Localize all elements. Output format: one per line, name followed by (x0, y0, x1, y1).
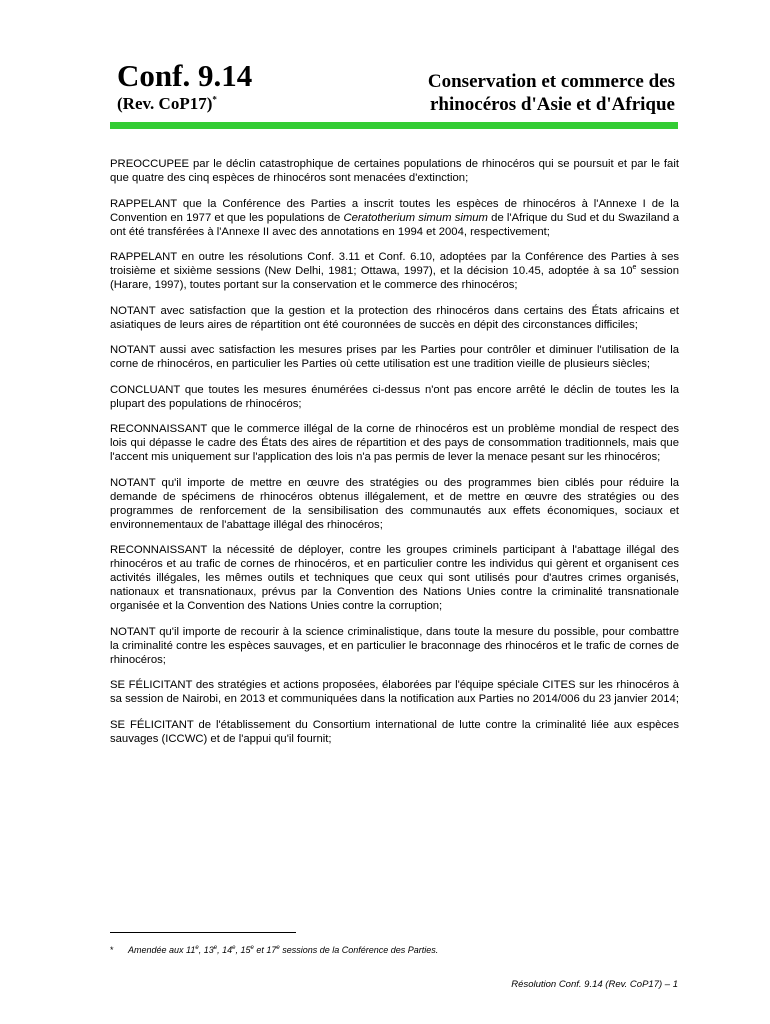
paragraph-text: RAPPELANT en outre les résolutions Conf. 3.11 et Conf. 6.10, adoptées par la Conférence des Parties à ses troisième et sixième sessions (New Delhi, 1981; Ottawa, 1997), et la décision 10.45, adoptée à sa 10 (110, 251, 679, 277)
header-divider (110, 122, 678, 129)
document-title-line-2: rhinocéros d'Asie et d'Afrique (429, 94, 675, 115)
revision-footnote-mark: * (212, 94, 217, 105)
paragraph-reconnaissant-commerce: RECONNAISSANT que le commerce illégal de la corne de rhinocéros est un problème mondial de respect des lois qui dépasse le cadre des États des aires de répartition et des pays de consommation traditionnels, mais que l'accent mis uniquement sur l'application des lois n'a pas permis de lever la menace pesant sur les rhinocéros; (110, 423, 679, 463)
species-name: Ceratotherium simum simum (343, 211, 488, 224)
document-title (395, 70, 675, 116)
paragraph-text: session (Harare, 1997), toutes portant sur la conservation et le commerce des rhinocéros; (110, 265, 679, 291)
paragraph-preoccupee: PREOCCUPEE par le déclin catastrophique de certaines populations de rhinocéros qui se poursuit et par le fait que quatre des cinq espèces de rhinocéros sont menacées d'extinction; (110, 158, 679, 184)
ordinal-suffix: e (632, 264, 637, 272)
paragraph-notant-strategies: NOTANT qu'il importe de mettre en œuvre des stratégies ou des programmes bien ciblés pour réduire la demande de spécimens de rhinocéros obtenus illégalement, et de mettre en œuvre des stratégies ou des programmes de renforcement de la sensibilisation des communautés aux effets économiques, sociaux et environnementaux de l'abattage illégal des rhinocéros; (110, 476, 679, 531)
paragraph-notant-criminalistique: NOTANT qu'il importe de recourir à la science criminalistique, dans toute la mesure du possible, pour combattre la criminalité contre les espèces sauvages, et en particulier le braconnage des rhinocéros et le trafic de cornes de rhinocéros; (110, 625, 679, 666)
revision-text: (Rev. CoP17) (117, 94, 213, 113)
paragraph-rappelant-resolutions (110, 250, 679, 292)
paragraph-felicitant-iccwc: SE FÉLICITANT de l'établissement du Consortium international de lutte contre la criminalité liée aux espèces sauvages (ICCWC) et de l'appui qu'il fournit; (110, 718, 679, 745)
footnote-mark: * (110, 945, 114, 955)
paragraph-text: RAPPELANT que la Conférence des Parties a inscrit toutes les espèces de rhinocéros à l'Annexe I de la Convention en 1977 et que les populations de (110, 197, 679, 224)
page-footer: Résolution Conf. 9.14 (Rev. CoP17) – 1 (511, 979, 678, 990)
paragraph-felicitant-strategies: SE FÉLICITANT des stratégies et actions proposées, élaborées par l'équipe spéciale CITES sur les rhinocéros à sa session de Nairobi, en 2013 et communiquées dans la notification aux Parties no 2014/006 du 23 janvier 2014; (110, 679, 679, 705)
paragraph-text: de l'Afrique du Sud et du Swaziland a ont été transférées à l'Annexe II avec des annotations en 1994 et 2004, respectivement; (110, 211, 679, 238)
footnote (110, 944, 438, 956)
revision-label (117, 93, 217, 115)
footnote-divider (110, 932, 296, 933)
paragraph-concluant: CONCLUANT que toutes les mesures énumérées ci-dessus n'ont pas encore arrêté le déclin de toutes les la plupart des populations de rhinocéros; (110, 383, 679, 410)
paragraph-reconnaissant-criminels: RECONNAISSANT la nécessité de déployer, contre les groupes criminels participant à l'abattage illégal des rhinocéros et au trafic de cornes de rhinocéros, et en particulier contre les individus qui gèrent et organisent ces activités illégales, les mêmes outils et techniques que ceux qui sont utilisés pour d'autres crimes organisés, nationaux et transnationaux, prévus par la Convention des Nations Unies contre la criminalité transnationale organisée et la Convention des Nations Unies contre la corruption; (110, 544, 679, 612)
resolution-preamble (110, 157, 679, 757)
conf-number: Conf. 9.14 (117, 58, 253, 93)
document-title-line-1: Conservation et commerce des (427, 71, 675, 92)
footnote-text: Amendée aux 11e, 13e, 14e, 15e et 17e sessions de la Conférence des Parties. (128, 945, 439, 955)
paragraph-notant-mesures: NOTANT aussi avec satisfaction les mesures prises par les Parties pour contrôler et diminuer l'utilisation de la corne de rhinocéros, en particulier les Parties où cette utilisation est une tradition vieille de plusieurs siècles; (110, 344, 679, 370)
paragraph-notant-gestion: NOTANT avec satisfaction que la gestion et la protection des rhinocéros dans certains des États africains et asiatiques de leurs aires de répartition ont été couronnées de succès en dépit des circonstances difficiles; (110, 304, 679, 331)
paragraph-rappelant-annexe (110, 197, 679, 239)
